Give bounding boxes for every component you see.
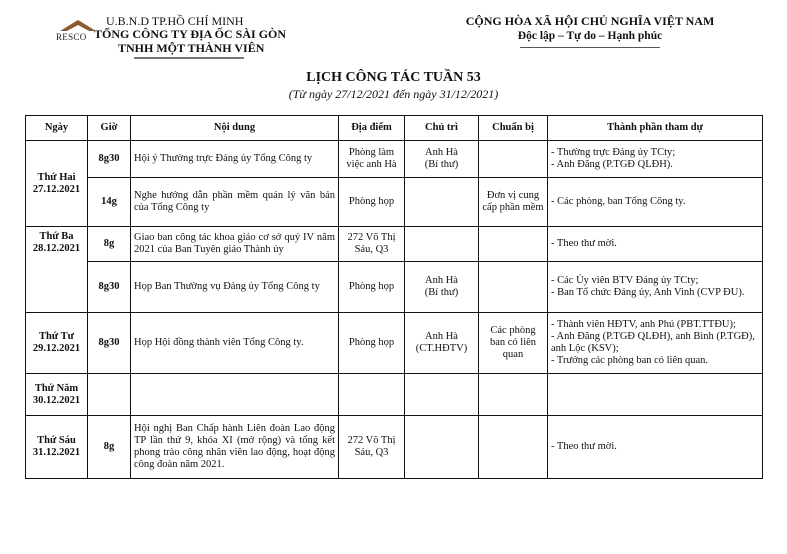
prepare-cell [479, 374, 548, 416]
table-header-row [26, 116, 763, 141]
location-cell: Phòng họp [339, 178, 405, 227]
agency-line-1: U.B.N.D TP.HỒ CHÍ MINH [106, 14, 244, 28]
table-row [26, 416, 763, 479]
location-cell: Phòng làm việc anh Hà [339, 141, 405, 178]
chair-cell: Anh Hà (Bí thư) [405, 141, 479, 178]
day-cell: Thứ Sáu 31.12.2021 [26, 416, 88, 479]
time-cell: 8g [88, 416, 131, 479]
day-cell: Thứ Tư 29.12.2021 [26, 313, 88, 374]
content-cell: Họp Hội đồng thành viên Tổng Công ty. [131, 313, 339, 374]
table-row [26, 141, 763, 178]
day-cell: Thứ Hai 27.12.2021 [26, 141, 88, 227]
prepare-cell [479, 227, 548, 262]
chair-cell [405, 178, 479, 227]
col-header-day: Ngày [26, 116, 88, 141]
content-cell: Nghe hướng dẫn phần mềm quản lý văn bản của Tổng Công ty [131, 178, 339, 227]
chair-cell [405, 227, 479, 262]
chair-cell [405, 416, 479, 479]
day-cell: Thứ Ba 28.12.2021 [26, 227, 88, 313]
table-row [26, 374, 763, 416]
national-header [440, 14, 740, 48]
table-row [26, 227, 763, 262]
attendees-cell: - Các Ủy viên BTV Đảng ủy TCty; - Ban Tổ chức Đảng ủy, Anh Vinh (CVP ĐU). [548, 262, 763, 313]
col-header-time: Giờ [88, 116, 131, 141]
col-header-chair: Chủ trì [405, 116, 479, 141]
location-cell: 272 Võ Thị Sáu, Q3 [339, 416, 405, 479]
prepare-cell [479, 262, 548, 313]
table-row [26, 178, 763, 227]
agency-line-2: TỔNG CÔNG TY ĐỊA ỐC SÀI GÒN [94, 27, 287, 41]
attendees-cell: - Theo thư mời. [548, 416, 763, 479]
document-subtitle: (Từ ngày 27/12/2021 đến ngày 31/12/2021) [288, 87, 499, 101]
attendees-cell: - Các phòng, ban Tổng Công ty. [548, 178, 763, 227]
divider [520, 47, 660, 48]
content-cell [131, 374, 339, 416]
time-cell: 14g [88, 178, 131, 227]
table-row [26, 262, 763, 313]
col-header-prepare: Chuẩn bị [479, 116, 548, 141]
time-cell: 8g30 [88, 313, 131, 374]
attendees-cell [548, 374, 763, 416]
col-header-location: Địa điểm [339, 116, 405, 141]
day-cell: Thứ Năm 30.12.2021 [26, 374, 88, 416]
chair-cell: Anh Hà (Bí thư) [405, 262, 479, 313]
time-cell: 8g30 [88, 141, 131, 178]
prepare-cell: Đơn vị cung cấp phần mềm [479, 178, 548, 227]
time-cell: 8g30 [88, 262, 131, 313]
location-cell: 272 Võ Thị Sáu, Q3 [339, 227, 405, 262]
col-header-attendees: Thành phần tham dự [548, 116, 763, 141]
content-cell: Hội nghị Ban Chấp hành Liên đoàn Lao động TP lần thứ 9, khóa XI (mở rộng) và tổng kết phong trào công nhân viên lao động, hoạt động công đoàn năm 2021. [131, 416, 339, 479]
schedule-table [25, 115, 763, 479]
attendees-cell: - Thường trực Đảng ủy TCty; - Anh Đăng (P.TGĐ QLĐH). [548, 141, 763, 178]
divider [134, 57, 244, 59]
time-cell [88, 374, 131, 416]
prepare-cell: Các phòng ban có liên quan [479, 313, 548, 374]
location-cell [339, 374, 405, 416]
table-row [26, 313, 763, 374]
chair-cell: Anh Hà (CT.HĐTV) [405, 313, 479, 374]
national-motto: Độc lập – Tự do – Hạnh phúc [517, 30, 663, 42]
content-cell: Hội ý Thường trực Đảng ủy Tổng Công ty [131, 141, 339, 178]
chair-cell [405, 374, 479, 416]
prepare-cell [479, 141, 548, 178]
col-header-content: Nội dung [131, 116, 339, 141]
location-cell: Phòng họp [339, 313, 405, 374]
prepare-cell [479, 416, 548, 479]
location-cell: Phòng họp [339, 262, 405, 313]
attendees-cell: - Theo thư mời. [548, 227, 763, 262]
content-cell: Giao ban công tác khoa giáo cơ sở quý IV năm 2021 của Ban Tuyên giáo Thành ủy [131, 227, 339, 262]
content-cell: Họp Ban Thường vụ Đảng ủy Tổng Công ty [131, 262, 339, 313]
national-title: CỘNG HÒA XÃ HỘI CHỦ NGHĨA VIỆT NAM [465, 14, 715, 28]
document-title: LỊCH CÔNG TÁC TUẦN 53 [306, 70, 481, 85]
resco-logo [56, 20, 96, 42]
agency-line-3: TNHH MỘT THÀNH VIÊN [118, 41, 265, 55]
time-cell: 8g [88, 227, 131, 262]
logo-text: RESCO [56, 32, 87, 42]
attendees-cell: - Thành viên HĐTV, anh Phú (PBT.TTĐU); - Anh Đăng (P.TGĐ QLĐH), anh Bình (P.TGĐ), anh Lộc (KSV); - Trưởng các phòng ban có liên quan. [548, 313, 763, 374]
